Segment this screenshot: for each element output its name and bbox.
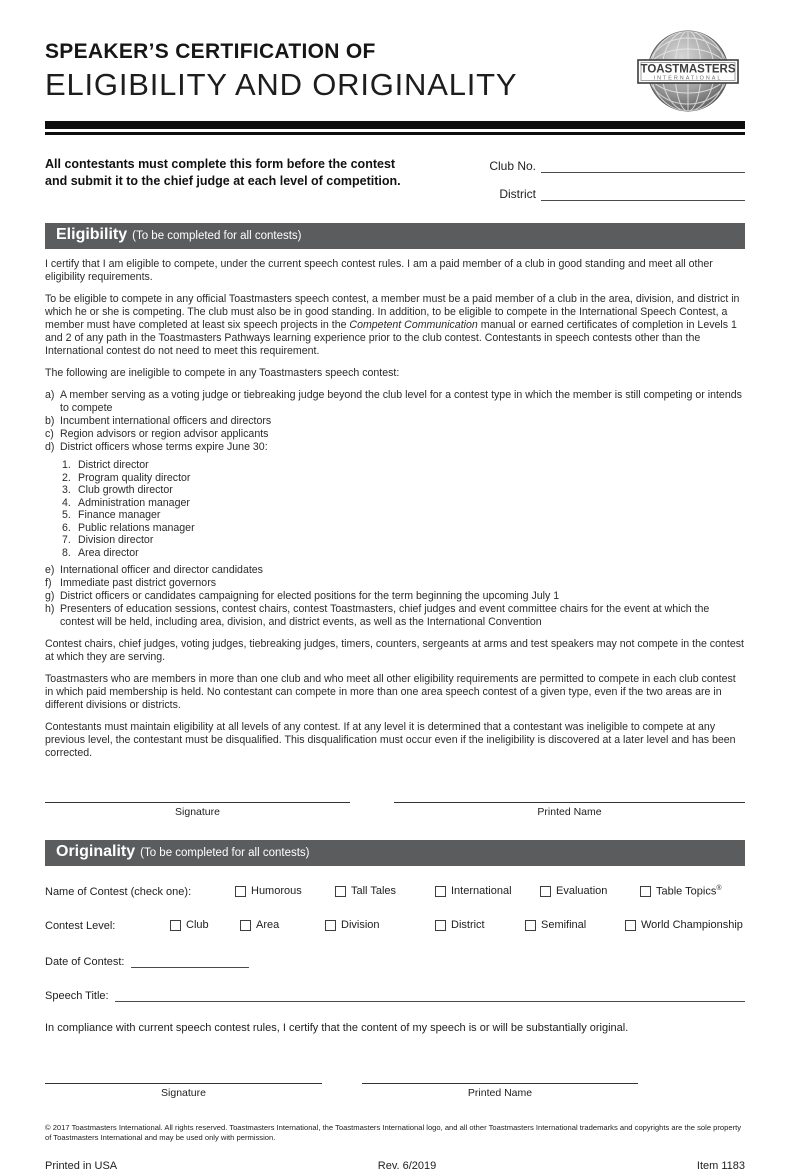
numbered-item-1-label: 1. [62, 459, 71, 471]
signature-field-1 [45, 802, 350, 818]
signature-line-2[interactable] [45, 1083, 322, 1084]
list-item-c [45, 428, 745, 441]
numbered-item-6-label: 6. [62, 521, 71, 534]
numbered-item-7-label: 7. [62, 534, 71, 546]
semifinal-checkbox[interactable] [525, 920, 536, 931]
printed-name-label-1: Printed Name [537, 806, 602, 818]
table-topics-checkbox[interactable] [640, 886, 651, 897]
area-label: Area [256, 919, 280, 931]
eligibility-heading: Eligibility [56, 226, 128, 243]
eligibility-paragraph-2 [45, 293, 745, 358]
checkbox-option-semifinal[interactable] [525, 919, 586, 931]
intro-section [45, 156, 745, 201]
eligibility-paragraph-2-italic: Competent Communication [349, 319, 478, 331]
logo-text-international: INTERNATIONAL [653, 75, 723, 82]
eligibility-section-header [45, 223, 745, 249]
speech-title-label: Speech Title: [45, 990, 109, 1002]
printed-name-line-1[interactable] [394, 802, 745, 803]
district-checkbox[interactable] [435, 920, 446, 931]
ineligible-list-a-d [45, 389, 745, 454]
copyright-notice: © 2017 Toastmasters International. All rights reserved. Toastmasters International, the Toastmasters International logo, and all other Toastmasters International trademarks and copyrights are the sole property of Toastmasters International and may be used only with permission. [45, 1123, 742, 1142]
eligibility-paragraph-6: Contestants must maintain eligibility at all levels of any contest. If at any level it is determined that a contestant was ineligible to compete at any previous level, the contestant must be disqualified. This disqualification must occur even if the ineligibility is discovered at a later level and has been corrected. [45, 721, 736, 759]
numbered-item-3-label: 3. [62, 484, 71, 496]
header-rule-thin [45, 132, 745, 135]
contest-level-row [45, 919, 745, 934]
list-item-c-text: Region advisors or region advisor applicants [60, 428, 269, 440]
footer-row [45, 1160, 745, 1172]
numbered-item-8-label: 8. [62, 546, 71, 559]
eligibility-signature-row [45, 802, 745, 818]
name-of-contest-label: Name of Contest (check one): [45, 886, 192, 898]
numbered-item-7-text: Division director [78, 534, 154, 546]
ineligible-list-e-h [45, 564, 745, 629]
list-item-b-text: Incumbent international officers and directors [60, 415, 272, 427]
date-of-contest-row [45, 955, 745, 968]
list-item-f-text: Immediate past district governors [60, 577, 217, 589]
item-number: Item 1183 [696, 1160, 745, 1172]
district-label: District [499, 187, 536, 201]
list-item-a-label: a) [45, 389, 55, 401]
club-district-fields [483, 156, 745, 201]
registered-trademark-symbol: ® [716, 885, 722, 892]
eligibility-paragraph-3: The following are ineligible to compete in any Toastmasters speech contest: [45, 367, 400, 379]
compliance-statement: In compliance with current speech contest rules, I certify that the content of my speech is or will be substantially original. [45, 1022, 629, 1034]
district-input-line[interactable] [541, 186, 745, 201]
speech-title-row [45, 989, 745, 1002]
numbered-item-2 [62, 472, 745, 485]
division-checkbox[interactable] [325, 920, 336, 931]
numbered-item-5 [62, 509, 745, 522]
list-item-c-label: c) [45, 428, 54, 440]
intro-instructions [45, 156, 401, 201]
list-item-a [45, 389, 745, 415]
checkbox-option-area[interactable] [240, 919, 279, 931]
intro-instruction-line1: All contestants must complete this form before the contest [45, 157, 396, 171]
checkbox-option-table-topics[interactable] [640, 885, 722, 898]
intro-instruction-line2: and submit it to the chief judge at each level of competition. [45, 174, 401, 188]
division-label: Division [341, 919, 380, 931]
humorous-checkbox[interactable] [235, 886, 246, 897]
eligibility-heading-sub: (To be completed for all contests) [132, 230, 302, 242]
checkbox-option-international[interactable] [435, 885, 512, 897]
numbered-item-4-label: 4. [62, 496, 71, 509]
semifinal-label: Semifinal [541, 919, 587, 931]
contest-name-row [45, 885, 745, 900]
club-checkbox[interactable] [170, 920, 181, 931]
list-item-f [45, 577, 745, 590]
checkbox-option-evaluation[interactable] [540, 885, 607, 897]
world-championship-checkbox[interactable] [625, 920, 636, 931]
club-no-input-line[interactable] [541, 158, 745, 173]
originality-heading-sub: (To be completed for all contests) [140, 847, 310, 859]
signature-line-1[interactable] [45, 802, 350, 803]
revision-number: Rev. 6/2019 [377, 1160, 437, 1172]
list-item-g-label: g) [45, 590, 55, 602]
evaluation-checkbox[interactable] [540, 886, 551, 897]
numbered-item-8-text: Area director [78, 546, 139, 559]
list-item-d [45, 441, 745, 454]
numbered-item-3 [62, 484, 745, 497]
list-item-f-label: f) [45, 577, 52, 589]
logo-text-toastmasters: TOASTMASTERS [640, 63, 736, 76]
list-item-a-text: A member serving as a voting judge or tiebreaking judge beyond the club level for a contest type in which the member is still competing or intends to compete [60, 389, 742, 414]
list-item-h-label: h) [45, 603, 55, 615]
date-of-contest-input-line[interactable] [131, 955, 249, 968]
list-item-e-text: International officer and director candidates [60, 564, 263, 576]
list-item-d-text: District officers whose terms expire June 30: [60, 441, 268, 453]
printed-name-field-1 [394, 802, 745, 818]
area-checkbox[interactable] [240, 920, 251, 931]
toastmasters-international-logo-icon [631, 28, 745, 114]
printed-name-line-2[interactable] [362, 1083, 638, 1084]
eligibility-paragraph-4: Contest chairs, chief judges, voting judges, tiebreaking judges, timers, counters, sergeants at arms and test speakers may not compete in the contest at which they are serving. [45, 638, 744, 663]
list-item-h-text: Presenters of education sessions, contest chairs, contest Toastmasters, chief judges and event committee chairs for the event at which the contest will be held, including area, division, and district events, as well as the International Convention [60, 603, 710, 628]
numbered-item-7 [62, 534, 745, 547]
originality-section-header [45, 840, 745, 866]
numbered-item-5-label: 5. [62, 509, 71, 521]
list-item-h [45, 603, 745, 629]
signature-label-1: Signature [175, 806, 220, 818]
numbered-item-6-text: Public relations manager [78, 521, 195, 534]
signature-field-2 [45, 1083, 322, 1099]
numbered-item-6 [62, 522, 745, 535]
numbered-item-2-text: Program quality director [78, 471, 191, 484]
club-no-label: Club No. [489, 159, 536, 173]
checkbox-option-tall-tales[interactable] [335, 885, 396, 897]
header [45, 28, 745, 114]
international-checkbox[interactable] [435, 886, 446, 897]
eligibility-paragraph-2-part2: manual or earned certificates of completion in Levels 1 and 2 of any path in the Toastmasters Pathways learning experience prior to the club contest. Contestants in speech contests other than the International contest do not need to meet this requirement. [45, 319, 737, 357]
header-rule-thick [45, 121, 745, 129]
form-title [45, 28, 517, 103]
tall-tales-label: Tall Tales [351, 885, 397, 897]
printed-name-field-2 [362, 1083, 638, 1099]
eligibility-paragraph-5: Toastmasters who are members in more than one club and who meet all other eligibility requirements are permitted to compete in each club contest in which paid membership is held. No contestant can compete in more than one area speech contest of a given type, even if the two areas are in different divisions or districts. [45, 673, 736, 711]
humorous-label: Humorous [251, 885, 302, 897]
date-of-contest-label: Date of Contest: [45, 956, 125, 968]
list-item-e [45, 564, 745, 577]
eligibility-paragraph-2-part1: To be eligible to compete in any official Toastmasters speech contest, a member must be a paid member of a club in the area, division, and district in which he or she is competing. The club must also be in good standing. In addition, to be eligible to compete in the International Speech Contest, a member must have completed at least six speech projects in the [45, 293, 740, 331]
checkbox-option-humorous[interactable] [235, 885, 302, 897]
numbered-item-4 [62, 497, 745, 510]
numbered-item-5-text: Finance manager [78, 509, 161, 521]
originality-signature-row [45, 1083, 745, 1099]
checkbox-option-division[interactable] [325, 919, 380, 931]
club-label: Club [186, 919, 209, 931]
list-item-g [45, 590, 745, 603]
district-level-label: District [451, 919, 485, 931]
form-title-line2: ELIGIBILITY AND ORIGINALITY [45, 67, 518, 102]
numbered-item-2-label: 2. [62, 471, 71, 484]
originality-heading: Originality [56, 843, 136, 860]
speech-title-input-line[interactable] [115, 989, 745, 1002]
printed-name-label-2: Printed Name [467, 1087, 533, 1099]
signature-label-2: Signature [161, 1087, 206, 1099]
tall-tales-checkbox[interactable] [335, 886, 346, 897]
table-topics-label [656, 885, 722, 898]
international-label: International [451, 885, 512, 897]
district-officers-list [62, 459, 745, 559]
checkbox-option-club[interactable] [170, 919, 209, 931]
table-topics-text: Table Topics [656, 885, 717, 898]
numbered-item-3-text: Club growth director [78, 484, 173, 496]
numbered-item-1-text: District director [78, 459, 149, 471]
checkbox-option-district[interactable] [435, 919, 485, 931]
list-item-b-label: b) [45, 415, 55, 427]
district-field-row [483, 186, 745, 201]
eligibility-paragraph-1: I certify that I am eligible to compete, under the current speech contest rules. I am a paid member of a club in good standing and meet all other eligibility requirements. [45, 258, 713, 283]
list-item-b [45, 415, 745, 428]
contest-level-label: Contest Level: [45, 920, 116, 932]
checkbox-option-world-championship[interactable] [625, 919, 743, 931]
list-item-d-label: d) [45, 441, 55, 453]
list-item-e-label: e) [45, 564, 55, 576]
numbered-item-8 [62, 547, 745, 560]
form-title-line1: SPEAKER’S CERTIFICATION OF [45, 40, 376, 63]
numbered-item-4-text: Administration manager [78, 496, 190, 509]
club-no-field-row [483, 158, 745, 173]
evaluation-label: Evaluation [556, 885, 608, 897]
numbered-item-1 [62, 459, 745, 472]
list-item-g-text: District officers or candidates campaigning for elected positions for the term beginning the upcoming July 1 [60, 590, 560, 602]
printed-in-usa: Printed in USA [45, 1160, 118, 1172]
world-championship-label: World Championship [641, 919, 743, 931]
